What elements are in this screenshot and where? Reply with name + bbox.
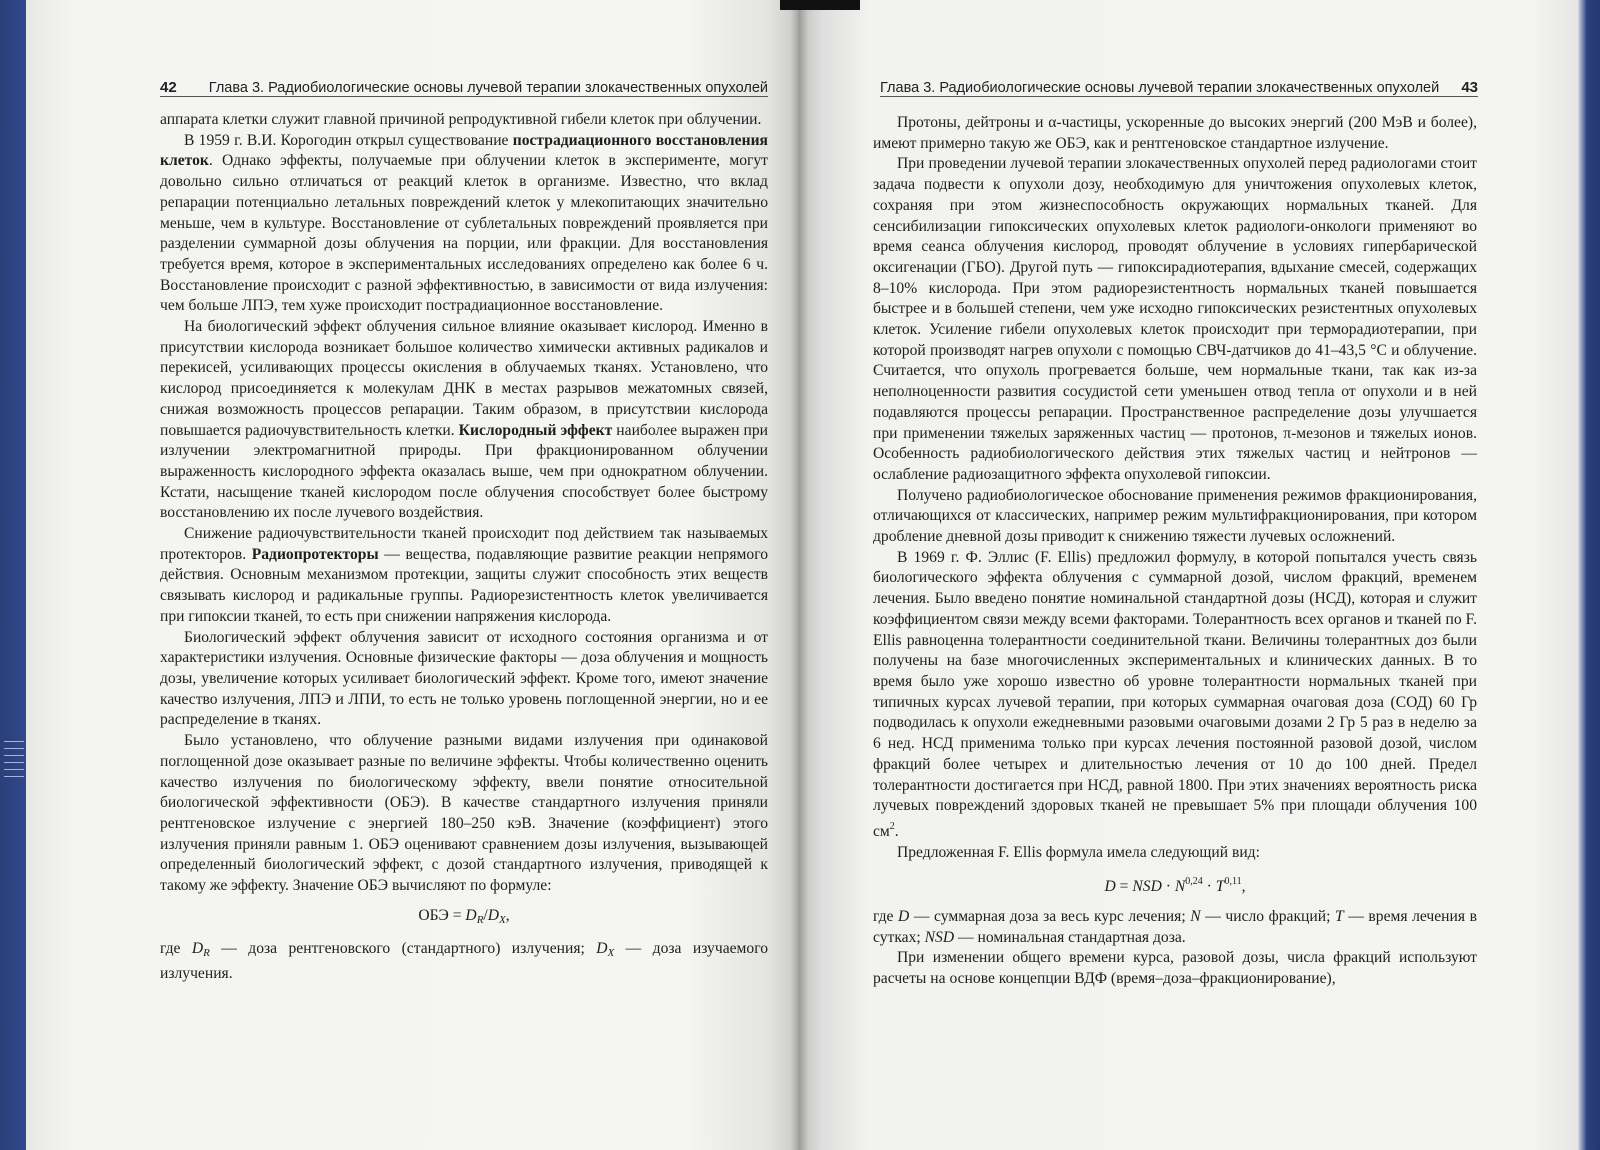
right-paragraph-1: Протоны, дейтроны и α-частицы, ускоренные до высоких энергий (200 МэВ и более), имеют примерно такую же ОБЭ, как и рентгеновское стандартное излучение. — [873, 114, 1477, 152]
right-paragraph-3: Получено радиобиологическое обоснование применения режимов фракционирования, отличающихся от классических, например режим мультифракционирования, при котором дробление дневной дозы приводит к снижению тяжести лучевых осложнений. — [873, 486, 1477, 546]
spine-shadow — [780, 0, 860, 10]
term-radioprotectors: Радиопротекторы — [251, 545, 379, 563]
term-oxygen-effect: Кислородный эффект — [458, 421, 613, 439]
right-paragraph-7: При изменении общего времени курса, разовой дозы, числа фракций используют расчеты на основе концепции ВДФ (время–доза–фракционирование), — [873, 949, 1477, 988]
right-page-number: 43 — [1461, 79, 1478, 96]
left-paragraph-7: где $D_R$ — доза рентгеновского (стандартного) излучения; $D_X$ — доза изучаемого излучения. — [160, 940, 769, 983]
left-paragraph-4: Снижение радиочувствительности тканей происходит под действием так называемых протекторов. Радиопротекторы — вещества, подавляющие развитие реакции непрямого действия. Основным механизмом протекции, защиты служит способность этих веществ связывать кислород и радикальные группы. Радиорезистентность клеток увеличивается при гипоксии тканей, то есть при снижении напряжения кислорода. — [160, 525, 768, 625]
right-paragraph-4: В 1969 г. Ф. Эллис (F. Ellis) предложил формулу, в которой попытался учесть связь биологического эффекта облучения с суммарной дозой, числом фракций, временем лечения. Было введено понятие номинальной стандартной дозы (НСД), которая и служит коэффициентом связи между всеми факторами. Толерантность всех органов и тканей по F. Ellis равноценна толерантности соединительной ткани. Величины толерантных доз были получены на базе многочисленных экспериментальных и клинических данных. В то время было уже хорошо известно об уровне толерантности нормальных тканей при типичных курсах лучевой терапии, при которых суммарная очаговая доза (СОД) 60 Гр подводилась к опухоли ежедневными разовыми очаговыми дозами 2 Гр 5 раз в неделю за 6 нед. НСД применима только при курсах лечения постоянной разовой дозой, числом фракций более четырех и длительностью лечения от 10 до 100 дней. Предел толерантности достигается при НСД, равной 1800. При этих значениях вероятность риска лучевых повреждений здоровых тканей не превышает 5% при площади облучения 100 $см^2$. — [873, 548, 1477, 840]
right-text-column — [873, 113, 1477, 990]
term-postradiation-recovery: пострадиационного восстановления клеток — [160, 131, 768, 170]
left-paragraph-3: На биологический эффект облучения сильное влияние оказывает кислород. Именно в присутствии кислорода возникает большое количество химически активных радикалов и перекисей, усиливающих процессы окисления в облучаемых тканях. Установлено, что кислород присоединяется к молекулам ДНК в местах разрывов межатомных связей, снижая возможность процессов репарации. Таким образом, в присутствии кислорода повышается радиочувствительность клетки. Кислородный эффект наиболее выражен при излучении электромагнитной природы. При фракционированном облучении выраженность кислородного эффекта оказалась выше, чем при однократном облучении. Кстати, насыщение тканей кислородом после облучения способствует более быстрому восстановлению их после лучевого воздействия. — [160, 318, 768, 522]
left-paragraph-1: аппарата клетки служит главной причиной репродуктивной гибели клеток при облучении. — [160, 111, 762, 128]
right-running-header — [880, 74, 1478, 97]
right-running-head: Глава 3. Радиобиологические основы лучевой терапии злокачественных опухолей — [880, 80, 1440, 96]
rbe-formula: ОБЭ = $D_R/D_X$, — [418, 906, 510, 926]
left-text-column — [160, 110, 768, 985]
left-paragraph-2: В 1959 г. В.И. Корогодин открыл существование пострадиационного восстановления клеток. Однако эффекты, получаемые при облучении клеток в эксперименте, могут довольно сильно отличаться от реакций клеток в организме. Известно, что вклад репарации потенциально летальных повреждений клеток у млекопитающих значительно меньше, чем в культуре. Восстановление от сублетальных повреждений проявляется при разделении суммарной дозы облучения на порции, или фракции. Для восстановления требуется время, которое в экспериментальных исследованиях определено как более 6 ч. Восстановление происходит с разной эффективностью, в зависимости от вида излучения: чем больше ЛПЭ, тем хуже происходит пострадиационное восстановление. — [160, 131, 768, 315]
left-paragraph-6: Было установлено, что облучение разными видами излучения при одинаковой поглощенной дозе оказывает разные по величине эффекты. Чтобы количественно оценить качество излучения по биологическому эффекту, ввели понятие относительной биологической эффективности (ОБЭ). В качестве стандартного излучения приняли рентгеновское излучение с энергией 180–250 кэВ. Значение (коэффициент) этого излучения приняли равным 1. ОБЭ оценивают сравнением дозы излучения, вызывающей определенный биологический эффект, с дозой стандартного излучения, приводящей к такому же эффекту. Значение ОБЭ вычисляют по формуле: — [160, 732, 768, 895]
page-gutter — [790, 0, 808, 1150]
book-cover-right — [1578, 0, 1600, 1150]
left-running-header — [160, 74, 768, 97]
ellis-formula: D = NSD · N$^{0,24}$ · T$^{0,11}$, — [1104, 876, 1246, 896]
left-running-head: Глава 3. Радиобиологические основы лучевой терапии злокачественных опухолей — [208, 80, 768, 96]
left-paragraph-5: Биологический эффект облучения зависит от исходного состояния организма и от характеристики излучения. Основные физические факторы — доза облучения и мощность дозы, увеличение которых усиливает биологический эффект. Кроме того, имеют значение качество излучения, ЛПЭ и ЛПИ, то есть не только уровень поглощенной энергии, но и ее распределение в тканях. — [160, 628, 768, 729]
left-page-number: 42 — [160, 79, 177, 96]
right-paragraph-6: где D — суммарная доза за весь курс лечения; N — число фракций; T — время лечения в сутках; NSD — номинальная стандартная доза. — [873, 908, 1477, 946]
right-paragraph-2: При проведении лучевой терапии злокачественных опухолей перед радиологами стоит задача подвести к опухоли дозу, необходимую для уничтожения опухолевых клеток, сохраняя при этом жизнеспособность окружающих нормальных тканей. Для сенсибилизации гипоксических опухолевых клеток радиологи-онкологи применяют во время сеанса облучения кислород, проводят облучение в условиях гипербарической оксигенации (ГБО). Другой путь — гипоксирадиотерапия, вдыхание смесей, содержащих 8–10% кислорода. При этом радиорезистентность нормальных тканей повышается быстрее и в большей степени, чем уже исходно гипоксических резистентных опухолевых клеток. Усиление гибели опухолевых клеток происходит при терморадиотерапии, при которой производят нагрев опухоли с помощью СВЧ-датчиков до 41–43,5 °С и облучение. Считается, что опухоль прогревается больше, чем нормальные ткани, так как из-за неполноценности развития сосудистой сети уменьшен отвод тепла от опухоли и в ней подавляются процессы репарации. Пространственное распределение дозы улучшается при применении тяжелых заряженных частиц — протонов, π-мезонов и тяжелых ионов. Особенность радиобиологического действия этих тяжелых частиц и нейтронов — ослабление радиозащитного эффекта опухолевой гипоксии. — [873, 155, 1477, 483]
right-paragraph-5: Предложенная F. Ellis формула имела следующий вид: — [897, 843, 1260, 861]
